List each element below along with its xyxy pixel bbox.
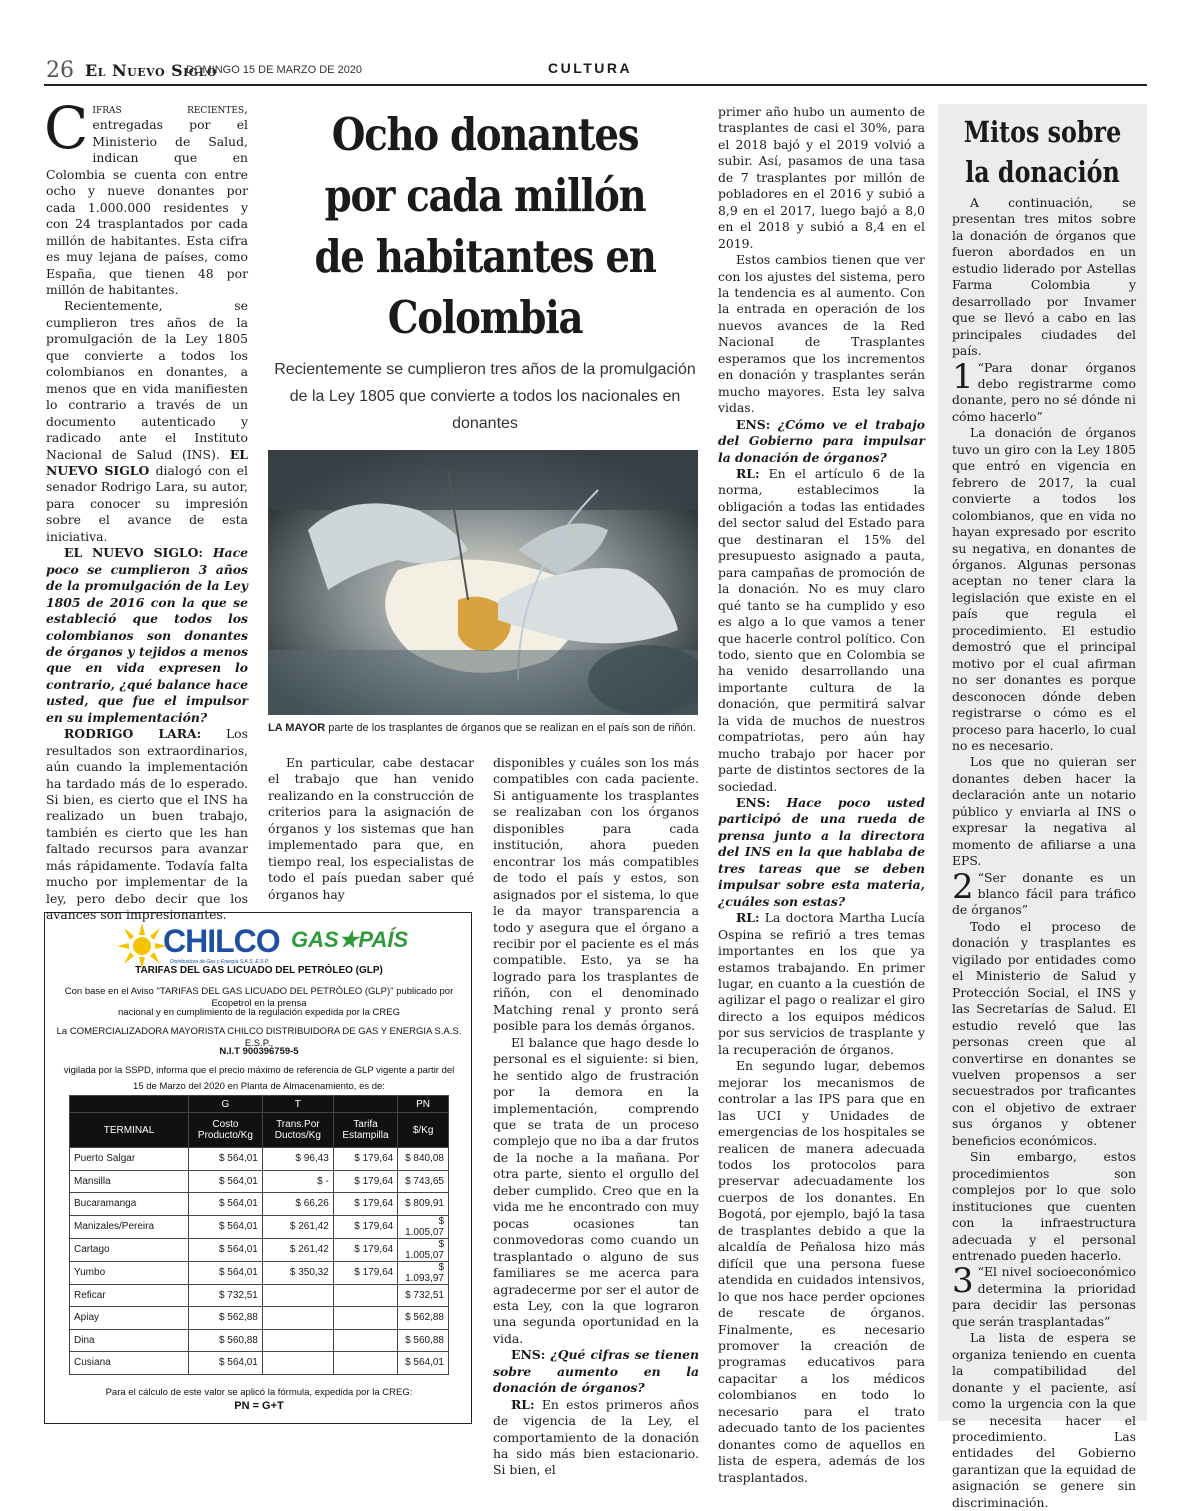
gaspais-logo: GAS★PAÍS [291,927,409,952]
sidebar-intro: A continuación, se presentan tres mitos sobre la donación de órganos que fueron abordados en un estudio liderado por Astellas Farma Colombia y desarrollado por Invamer que se llevó a cabo en las principales ciudades del país. [952,195,1136,359]
table-row [70,1261,449,1284]
paragraph: En segundo lugar, debemos mejorar los mecanismos de controlar a las IPS para que en las UCI y Unidades de emergencias de los hospitales se realicen de manera adecuada todos los protocolos para preservar adecuadamente los cuerpos de los donantes. En Bogotá, por ejemplo, bajó la tasa de trasplantes debido a que la alcaldía de Peñalosa hizo más difícil que una persona fuese atendida en cuidados intensivos, lo que nos hace perder opciones de rescate de órganos. Finalmente, es necesario promover la creación de programas educativos para capacitar a los médicos colombianos en todo lo necesario para el trato adecuado tanto de los pacientes donantes como de aquellos en lista de espera, además de los trasplantados. [718,1058,925,1485]
table-header-cell: Costo Producto/Kg [189,1113,263,1148]
section-name: CULTURA [548,60,633,76]
table-row [70,1307,449,1330]
table-row [70,1352,449,1375]
price-cell: $ 179,64 [333,1215,397,1238]
terminal-cell: Dina [70,1329,189,1352]
myth-number: 1 [952,356,974,397]
table-row [70,1329,449,1352]
paragraph: Estos cambios tienen que ver con los ajustes del sistema, pero la tendencia es al aumento. Con la entrada en operación de los nuevos avances de la Red Nacional de Trasplantes esperamos que los incrementos en donación y trasplantes serán mucho mayores. Esta ley salva vidas. [718,252,925,416]
question-label: EL NUEVO SIGLO: [64,545,203,561]
price-cell: $ 560,88 [398,1329,449,1352]
price-cell: $ 564,01 [189,1352,263,1375]
table-row [70,1215,449,1238]
drop-cap: C [44,94,89,162]
question: Hace poco se cumplieron 3 años de la promulgación de la Ley 1805 de 2016 con la que se estableció que todos los colombianos son donantes de órganos y tejidos a menos que en vida expresen lo contrario, ¿qué balance hace usted, que fue el impulsor en su implementación? [46,545,248,725]
myth-quote: “Ser donante es un blanco fácil para tráfico de órganos” [952,869,1136,918]
table-head-row [70,1113,449,1148]
price-cell: $ 96,43 [262,1148,333,1171]
ad-nit: N.I.T 900396759-5 [219,1046,299,1057]
paper-name-inline: EL NUEVO SIGLO [46,446,248,478]
price-cell: $ 732,51 [398,1284,449,1307]
paragraph: Los que no quieran ser donantes deben hacer la declaración ante un notario público y enviarla al INS o expresar la negativa al momento de afiliarse a una EPS. [952,754,1136,869]
price-cell: $ 261,42 [262,1215,333,1238]
price-cell: $ 1.093,97 [398,1261,449,1284]
price-cell: $ 560,88 [189,1329,263,1352]
table-row [70,1193,449,1216]
article-column-3 [493,755,699,1479]
answer-label: RL: [736,465,760,481]
price-cell: $ 564,01 [189,1170,263,1193]
tariff-table [69,1095,449,1375]
price-cell: $ 179,64 [333,1238,397,1261]
ad-line: 15 de Marzo del 2020 en Planta de Almacenamiento, es de: [133,1081,385,1092]
ad-line: nacional y en cumplimiento de la regulación expedida por la CREG [118,1007,400,1018]
myth-number: 3 [952,1261,974,1302]
price-cell: $ 1.005,07 [398,1215,449,1238]
issue-date: DOMINGO 15 DE MARZO DE 2020 [186,64,363,76]
page-number: 26 [46,58,74,83]
price-cell: $ 179,64 [333,1170,397,1193]
ad-line: Con base en el Aviso "TARIFAS DEL GAS LICUADO DEL PETRÓLEO (GLP)" publicado por Ecopetrol en la prensa [64,986,454,1009]
terminal-cell: Cusiana [70,1352,189,1375]
price-cell: $ 564,01 [189,1193,263,1216]
header-rule [44,84,1147,86]
price-cell [333,1352,397,1375]
paragraph: La lista de espera se organiza teniendo en cuenta la compatibilidad del donante y el paciente, así como la urgencia con la que se necesita hacer el procedimiento. Las entidades del Gobierno garantizan que la equidad de asignación se genere sin discriminación. [952,1330,1136,1510]
price-cell: $ 179,64 [333,1261,397,1284]
table-head-top-row [70,1096,449,1113]
terminal-cell: Apiay [70,1307,189,1330]
price-cell [262,1352,333,1375]
question-label: ENS: [736,795,771,811]
table-header-cell: $/Kg [398,1113,449,1148]
article-column-2 [268,755,474,903]
price-cell [262,1329,333,1352]
table-header-cell: Tarifa Estampilla [333,1113,397,1148]
question: Hace poco usted participó de una rueda de prensa junto a la directora del INS en la que hablaba de tres tareas que se deben impulsar sobre esta materia, ¿cuáles son estas? [718,795,925,909]
table-header-cell: T [262,1096,333,1113]
lead-smallcaps: ifras recientes, [92,101,248,116]
article-column-4 [718,104,925,1486]
answer-label: RL: [736,910,760,926]
paragraph: primer año hubo un aumento de trasplantes de casi el 30%, para el 2018 bajó y el 2019 volvió a subir. Así, pasamos de una tasa de 7 trasplantes por millón de pobladores en el 2016 y subió a 8,9 en el 2017, luego bajó a 8,0 en el 2018 y subió a 8,4 en el 2019. [718,104,925,251]
price-cell: $ 562,88 [189,1307,263,1330]
caption-lead: LA MAYOR [268,722,326,734]
price-cell: $ 261,42 [262,1238,333,1261]
answer: La doctora Martha Lucía Ospina se refirió a tres temas importantes en los que ya estamos trabajando. En primer lugar, en cuanto a la cuestión de agilizar el pago o realizar el giro directo a los equipos médicos por sus servicios de trasplante y la recuperación de órganos. [718,910,925,1057]
terminal-cell: Yumbo [70,1261,189,1284]
table-header-cell: Trans.Por Ductos/Kg [262,1113,333,1148]
newspaper-name: El Nuevo Siglo [85,61,218,80]
answer: En el artículo 6 de la norma, establecimos la obligación a todas las entidades del sector salud del Estado para que destinaran el 15% del presupuesto asignado a pauta, para campañas de promoción de la donación. No es muy claro qué tanto se ha cumplido y eso es algo a lo que vamos a tener que hacerle control político. Con todo, siento que en Colombia se ha venido desarrollando una importante cultura de la donación, que permitirá salvar la vida de muchos de nuestros compatriotas, pero aún hay mucho trabajo por hacer por parte de distintos sectores de la sociedad. [718,465,925,794]
ad-title: TARIFAS DEL GAS LICUADO DEL PETRÓLEO (GLP) [135,965,383,976]
price-cell: $ 66,26 [262,1193,333,1216]
answer-label: RODRIGO LARA: [64,726,202,742]
terminal-cell: Manizales/Pereira [70,1215,189,1238]
terminal-cell: Bucaramanga [70,1193,189,1216]
table-row [70,1148,449,1171]
paragraph: En particular, cabe destacar el trabajo que han venido realizando en la construcción de criterios para la asignación de órganos y los sistemas que han implementado para que, en tiempo real, los especialistas de todo el país puedan saber qué órganos hay [268,755,474,902]
price-cell: $ 564,01 [189,1238,263,1261]
ad-line: La COMERCIALIZADORA MAYORISTA CHILCO DISTRIBUIDORA DE GAS Y ENERGIA S.A.S. E.S.P., [56,1026,462,1049]
answer: En estos primeros años de vigencia de la Ley, el comportamiento de la donación ha sido más bien estacionario. Si bien, el [493,1396,699,1478]
paragraph: entregadas por el Ministerio de Salud, indican que en Colombia se cuenta con entre ocho y nueve donantes por cada 1.000.000 residentes y con 24 trasplantados por cada millón de habitantes. Esta cifra es muy lejana de países, como España, que tienen 48 por millón de habitantes. [46,117,248,297]
table-row [70,1238,449,1261]
price-cell [333,1284,397,1307]
ad-formula: PN = G+T [234,1400,284,1412]
price-cell: $ 840,08 [398,1148,449,1171]
price-cell [333,1307,397,1330]
myth-quote: “Para donar órganos debo registrarme como donante, pero no sé dónde ni cómo hacerlo” [952,359,1136,424]
price-cell [333,1329,397,1352]
table-header-cell: TERMINAL [70,1113,189,1148]
answer: Los resultados son extraordinarios, aún cuando la implementación ha tardado más de lo esperado. Si bien, es cierto que el INS ha realizado un buen trabajo, también es cierto que les han faltado recursos para avanzar más rápidamente. Todavía falta mucho por implementar de la ley, pero debo decir que los avances son impresionantes. [46,726,248,923]
myth-quote: “El nivel socioeconómico determina la prioridad para decidir las personas que serán trasplantadas” [952,1264,1136,1329]
headline: Ocho donantes por cada millón de habitantes en Colombia [314,108,656,344]
sun-logo-icon [115,921,170,971]
price-cell: $ 179,64 [333,1148,397,1171]
price-cell [262,1307,333,1330]
table-row [70,1284,449,1307]
terminal-cell: Cartago [70,1238,189,1261]
photo-caption [268,720,698,736]
myth-number: 2 [952,866,974,907]
question: ¿Qué cifras se tienen sobre aumento en la donación de órganos? [493,1347,699,1396]
price-cell: $ 564,01 [398,1352,449,1375]
paragraph: Recientemente, se cumplieron tres años de la promulgación de la Ley 1805 que convierte a todos los colombianos en donantes, a menos que en vida manifiesten lo contrario a través de un documento autenticado y radicado ante el Instituto Nacional de Salud (INS). [46,298,248,462]
table-header-cell [333,1096,397,1113]
answer-label: RL: [511,1396,535,1412]
paragraph-end: dialogó con el senador Rodrigo Lara, su autor, para conocer su impresión sobre el avance de esta iniciativa. [46,462,248,544]
price-cell: $ - [262,1170,333,1193]
table-header-cell: PN [398,1096,449,1113]
price-cell: $ 179,64 [333,1193,397,1216]
price-cell: $ 564,01 [189,1261,263,1284]
question-label: ENS: [736,416,771,432]
price-cell: $ 564,01 [189,1215,263,1238]
table-header-cell [70,1096,189,1113]
price-cell: $ 809,91 [398,1193,449,1216]
article-column-1 [44,94,248,924]
terminal-cell: Reficar [70,1284,189,1307]
price-cell: $ 1.005,07 [398,1238,449,1261]
sidebar-title: Mitos sobre la donación [963,115,1122,189]
price-cell [262,1284,333,1307]
paragraph: disponibles y cuáles son los más compatibles con cada paciente. Si antiguamente los trasplantes se realizaban con los órganos disponibles para cada institución, ahora pueden encontrar los más compatibles de todo el país y estos, son asignados por el sistema, lo que le da mayor transparencia a todo y asegura que el órgano a recibir por el paciente es el más compatible. Esto, ya se ha logrado para los trasplantes de riñón, con el denominado Matching renal y pronto será posible para los demás órganos. [493,755,699,1034]
price-cell: $ 562,88 [398,1307,449,1330]
price-cell: $ 732,51 [189,1284,263,1307]
question: ¿Cómo ve el trabajo del Gobierno para impulsar la donación de órganos? [718,416,925,465]
paragraph: Sin embargo, estos procedimientos son complejos por lo que solo instituciones que cuenten con la infraestructura adecuada y el personal entrenado pueden hacerlo. [952,1149,1136,1263]
chilco-logo: CHILCO [163,923,280,959]
sidebar-text [952,195,1136,1511]
caption-text: parte de los trasplantes de órganos que se realizan en el país son de riñón. [325,722,696,734]
price-cell: $ 564,01 [189,1148,263,1171]
chilco-tagline: Distribuidora de Gas y Energía S.A.S. E.S.P. [170,959,269,965]
ad-footer: Para el cálculo de este valor se aplicó la fórmula, expedida por la CREG: [105,1387,413,1398]
deck: Recientemente se cumplieron tres años de la promulgación de la Ley 1805 que convierte a todos los nacionales en donantes [274,361,696,432]
ad-line: vigilada por la SSPD, informa que el precio máximo de referencia de GLP vigente a partir del [63,1065,455,1076]
paragraph: El balance que hago desde lo personal es el siguiente: si bien, he sentido algo de frustración por la demora en la implementación, comprendo que se trata de un proceso complejo que no iba a dar frutos de la noche a la mañana. Por otra parte, siento el orgullo del deber cumplido. Creo que en la vida me he encontrado con muy pocas ocasiones tan conmovedoras como cuando un trasplantado o alguno de sus familiares se me acerca para agradecerme por ser el autor de esta Ley, con la que lograron una segunda oportunidad en la vida. [493,1034,699,1346]
table-header-cell: G [189,1096,263,1113]
price-cell: $ 743,65 [398,1170,449,1193]
surgery-photo [268,450,698,715]
gas-tariff-ad [44,912,472,1424]
question-label: ENS: [511,1347,546,1363]
terminal-cell: Mansilla [70,1170,189,1193]
price-cell: $ 350,32 [262,1261,333,1284]
paragraph: La donación de órganos tuvo un giro con la Ley 1805 que entró en vigencia en febrero de 2017, la cual convierte a todos los colombianos, que en vida no hayan expresado por escrito su negativa, en donantes de órganos. Algunas personas aceptan no tener clara la legislación que existe en el país que regula el procedimiento. El estudio demostró que el principal motivo por el cual afirman no ser donantes es porque desconocen dónde deben registrarse o cómo es el proceso para hacerlo, lo cual no es necesario. [952,425,1136,753]
paragraph: Todo el proceso de donación y trasplantes es vigilado por entidades como el Ministerio de Salud y Protección Social, el INS y las Secretarías de Salud. El estudio reveló que las personas creen que al convertirse en donantes se vuelven propensos a ser secuestrados por traficantes con el objetivo de extraer sus órganos y obtener beneficios económicos. [952,918,1136,1148]
table-row [70,1170,449,1193]
terminal-cell: Puerto Salgar [70,1148,189,1171]
